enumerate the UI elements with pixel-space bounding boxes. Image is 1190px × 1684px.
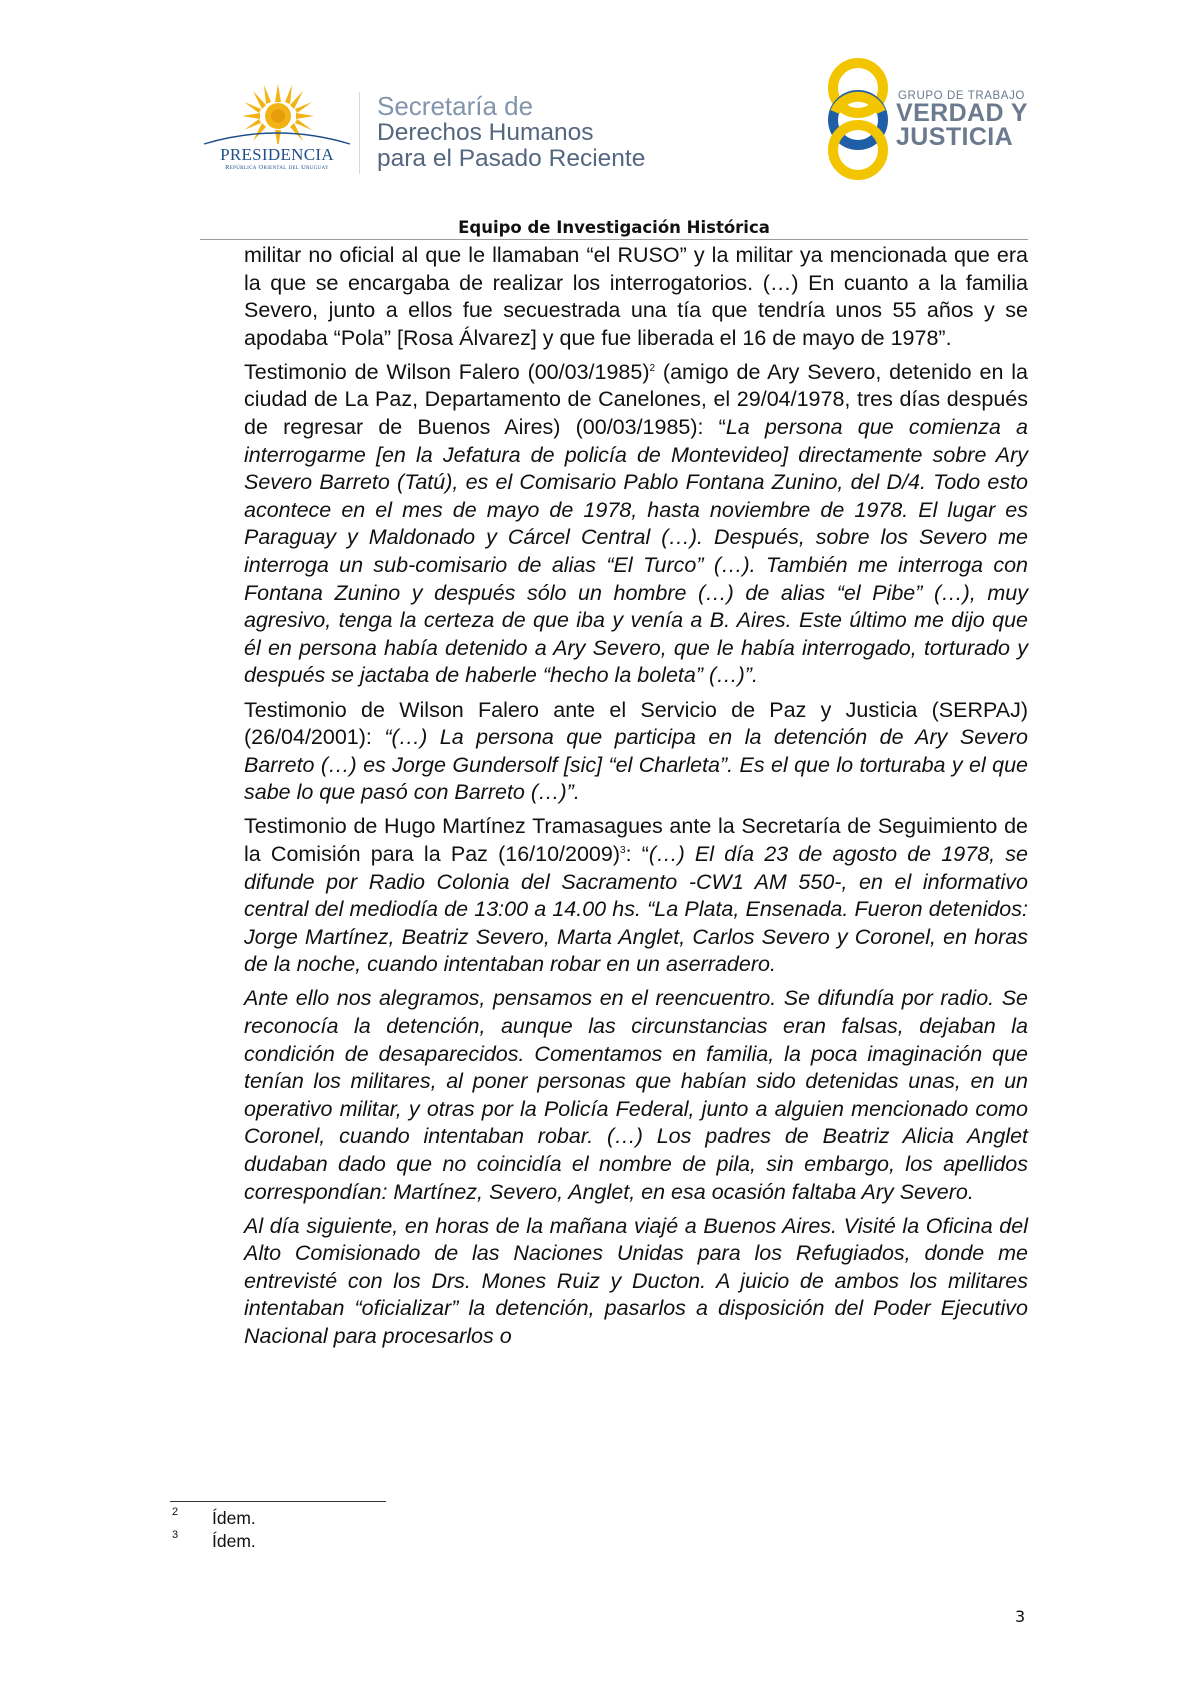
footnote-2-text: Ídem. [212,1508,256,1528]
paragraph-2-quote: La persona que comienza a interrogarme [en la Jefatura de policía de Montevideo] directamente sobre Ary Severo Barreto (Tatú), es el Comisario Pablo Fontana Zunino, del D/4. Todo esto acontece en el mes de mayo de 1978, hasta noviembre de 1978. El lugar es Paraguay y Maldonado y Cárcel Central (…). Después, sobre los Severo me interroga un sub-comisario de alias “El Turco” (…). También me interroga con Fontana Zunino y después sólo un hombre (…) de alias “el Pibe” (…), muy agresivo, tenga la certeza de que iba y venía a B. Aires. Este último me dijo que él en persona había detenido a Ary Severo, que le había interrogado, torturado y después se jactaba de haberle “hecho la boleta” (…)”. [244,415,1028,688]
grupo-line-3: JUSTICIA [896,123,1014,151]
header-rule [200,239,1028,240]
footnote-2-number: 2 [172,1506,179,1518]
footnote-ref-2: 2 [649,362,656,374]
paragraph-6-quote: Al día siguiente, en horas de la mañana viajé a Buenos Aires. Visité la Oficina del Alto Comisionado de las Naciones Unidas para los Refugiados, donde me entrevisté con los Drs. Mones Ruiz y Ducton. A juicio de ambos los militares intentaban “oficializar” la detención, pasarlos a disposición del Poder Ejecutivo Nacional para procesarlos o [244,1213,1028,1349]
grupo-line-2: VERDAD Y [896,99,1028,127]
paragraph-4-colon: : “ [625,841,649,866]
footnote-separator [170,1501,386,1502]
footnote-ref-3: 3 [620,844,626,856]
paragraph-2-context: (amigo de Ary Severo, detenido en la ciudad de La Paz, Departamento de Canelones, el 29/04/1978, tres días después de regresar de Buenos Aires) (00/03/1985): “ [244,359,1029,440]
paragraph-3-quote: “(…) La persona que participa en la detención de Ary Severo Barreto (…) es Jorge Gundersolf [sic] “el Charleta”. Es el que lo torturaba y el que sabe lo que pasó con Barreto (…)”. [244,725,1029,805]
paragraph-5-quote: Ante ello nos alegramos, pensamos en el reencuentro. Se difundía por radio. Se reconocía la detención, aunque las circunstancias eran falsas, dejaban la condición de desaparecidos. Comentamos en familia, la poca imaginación que tenían los militares, al poner personas que habían sido detenidas unas, en un operativo militar, y otras por la Policía Federal, junto a alguien mencionado como Coronel, cuando intentaban robar. (…) Los padres de Beatriz Alicia Anglet dudaban dado que no coincidía el nombre de pila, sin embargo, los apellidos correspondían: Martínez, Severo, Anglet, en esa ocasión faltaba Ary Severo. [244,986,1028,1204]
paragraph-2-intro: Testimonio de Wilson Falero (00/03/1985) [244,359,650,384]
secretaria-line-2: Derechos Humanos [377,119,594,146]
paragraph-3-intro: Testimonio de Wilson Falero ante el Servicio de Paz y Justicia (SERPAJ) (26/04/2001): [244,697,1028,750]
page-header [0,0,1190,200]
paragraph-2 [244,359,1028,690]
rings-logo-icon [823,56,893,182]
presidencia-name: PRESIDENCIA [220,145,334,164]
emblem-arc-icon [200,128,354,146]
paragraph-4 [244,813,1028,979]
grupo-line-1: GRUPO DE TRABAJO [898,90,1025,102]
presidencia-subtitle: República Oriental del Uruguay [225,164,329,171]
footnote-3-number: 3 [172,1529,179,1541]
paragraph-5 [244,985,1028,1206]
secretaria-line-1: Secretaría de [377,91,534,121]
paragraph-4-intro: Testimonio de Hugo Martínez Tramasagues ante la Secretaría de Seguimiento de la Comisión para la Paz (16/10/2009) [244,814,1028,866]
paragraph-6 [244,1213,1028,1351]
team-title: Equipo de Investigación Histórica [458,218,770,237]
secretaria-title [377,92,645,172]
body-text [244,242,1028,1357]
header-divider [359,92,360,174]
paragraph-4-quote: (…) El día 23 de agosto de 1978, se difunde por Radio Colonia del Sacramento -CW1 AM 550-, en el informativo central del mediodía de 13:00 a 14.00 hs. “La Plata, Ensenada. Fueron detenidos: Jorge Martínez, Beatriz Severo, Marta Anglet, Carlos Severo y Coronel, en horas de la noche, cuando intentaban robar en un aserradero. [244,841,1029,977]
footnote-3-text: Ídem. [212,1531,256,1551]
secretaria-line-3: para el Pasado Reciente [377,145,646,172]
paragraph-1: militar no oficial al que le llamaban “el RUSO” y la militar ya mencionada que era la que se encargaba de realizar los interrogatorios. (…) En cuanto a la familia Severo, junto a ellos fue secuestrada una tía que tendría unos 55 años y se apodaba “Pola” [Rosa Álvarez] y que fue liberada el 16 de mayo de 1978”. [244,243,1028,350]
paragraph-3 [244,697,1028,807]
page-number: 3 [1015,1607,1026,1626]
